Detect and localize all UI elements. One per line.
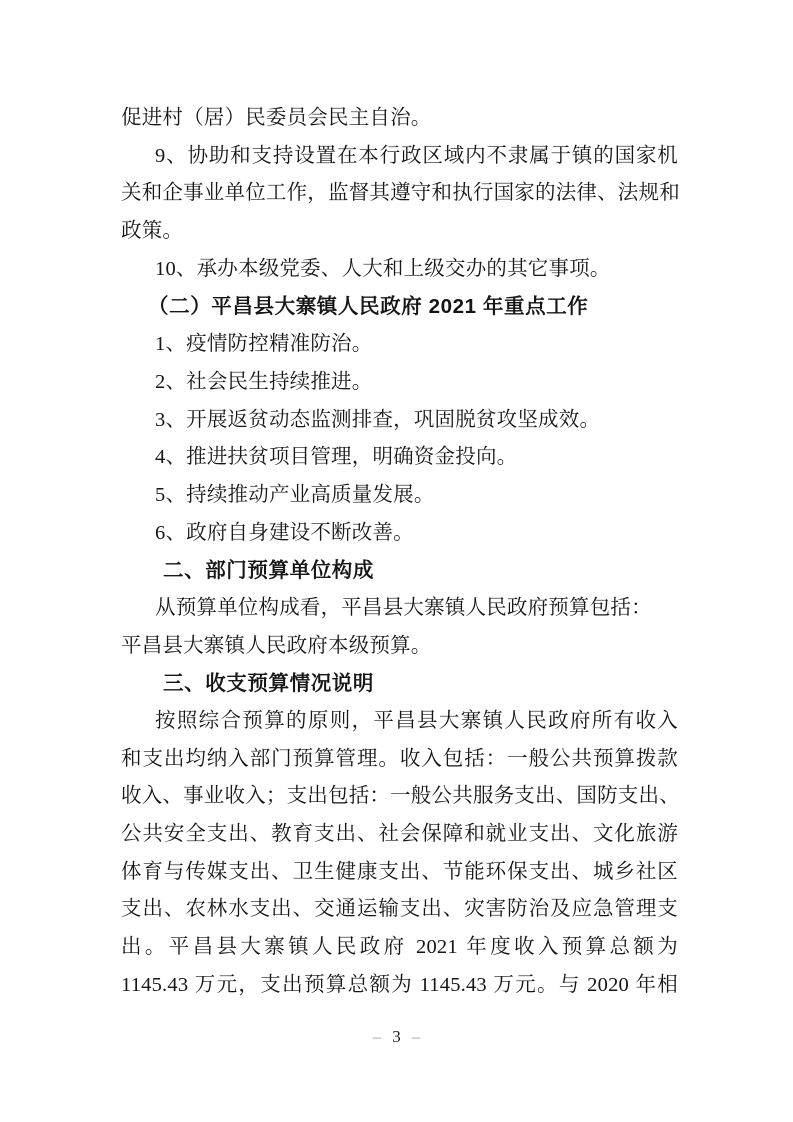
body-line: 10、承办本级党委、人大和上级交办的其它事项。 — [155, 257, 611, 280]
list-item: 3、开展返贫动态监测排查，巩固脱贫攻坚成效。 — [155, 408, 601, 431]
section-heading: 三、收支预算情况说明 — [163, 672, 374, 696]
body-line: 9、协助和支持设置在本行政区域内不隶属于镇的国家机 — [155, 144, 678, 167]
body-line: 出。平昌县大寨镇人民政府 2021 年度收入预算总额为 — [121, 936, 678, 959]
body-line: 1145.43 万元，支出预算总额为 1145.43 万元。与 2020 年相 — [121, 973, 678, 996]
list-item: 5、持续推动产业高质量发展。 — [155, 483, 435, 506]
body-line: 和支出均纳入部门预算管理。收入包括：一般公共预算拨款 — [121, 747, 678, 770]
page-number-dash-right: – — [411, 1027, 421, 1046]
body-line: 支出、农林水支出、交通运输支出、灾害防治及应急管理支 — [121, 898, 678, 921]
section-heading: 二、部门预算单位构成 — [163, 559, 374, 583]
body-line: 体育与传媒支出、卫生健康支出、节能环保支出、城乡社区 — [121, 860, 678, 883]
body-line: 平昌县大寨镇人民政府本级预算。 — [121, 634, 432, 657]
list-item: 4、推进扶贫项目管理，明确资金投向。 — [155, 446, 518, 469]
document-body — [121, 100, 678, 1005]
list-item: 2、社会民生持续推进。 — [155, 370, 373, 393]
page-number-value: 3 — [392, 1027, 401, 1046]
body-line: 按照综合预算的原则，平昌县大寨镇人民政府所有收入 — [155, 710, 678, 732]
body-line: 从预算单位构成看，平昌县大寨镇人民政府预算包括： — [155, 596, 652, 619]
list-item: 6、政府自身建设不断改善。 — [155, 521, 414, 544]
body-line: 促进村（居）民委员会民主自治。 — [121, 107, 432, 129]
body-line: 政策。 — [121, 220, 184, 243]
page-number — [0, 1025, 793, 1049]
body-line: 公共安全支出、教育支出、社会保障和就业支出、文化旅游 — [121, 823, 678, 846]
page-number-dash-left: – — [372, 1027, 382, 1046]
list-item: 1、疫情防控精准防治。 — [155, 333, 373, 356]
body-line: 收入、事业收入；支出包括：一般公共服务支出、国防支出、 — [121, 785, 680, 808]
body-line: 关和企事业单位工作，监督其遵守和执行国家的法律、法规和 — [121, 182, 680, 205]
section-heading: （二）平昌县大寨镇人民政府 2021 年重点工作 — [148, 295, 589, 319]
